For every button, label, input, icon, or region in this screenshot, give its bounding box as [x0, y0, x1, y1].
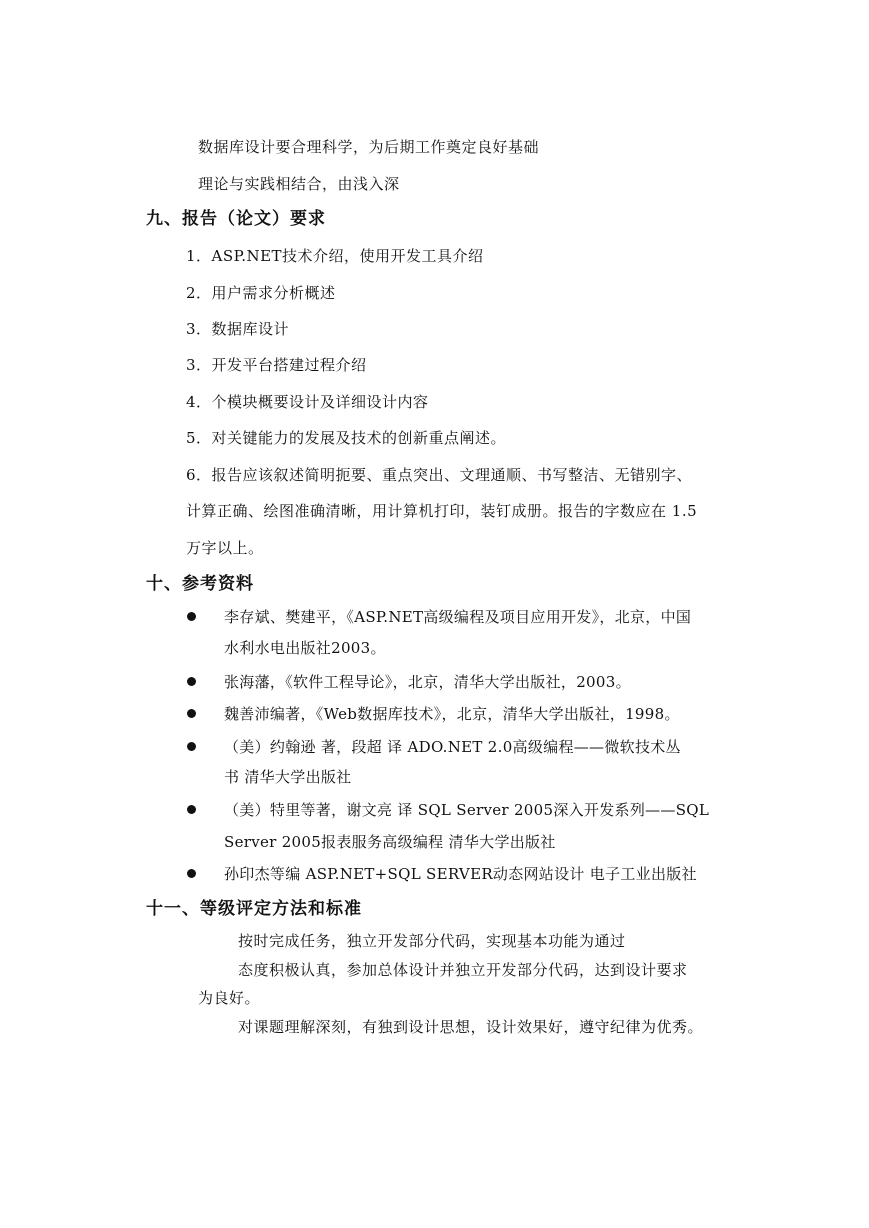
grading-line: 按时完成任务，独立开发部分代码，实现基本功能为通过 [238, 932, 626, 950]
requirement-item: 6．报告应该叙述简明扼要、重点突出、文理通顺、书写整洁、无错别字、 [186, 466, 693, 484]
requirement-item: 4．个模块概要设计及详细设计内容 [186, 393, 429, 411]
bullet-icon [187, 869, 196, 878]
bullet-icon [187, 612, 196, 621]
intro-line: 数据库设计要合理科学，为后期工作奠定良好基础 [198, 138, 540, 156]
reference-item: 张海藩，《软件工程导论》，北京，清华大学出版社，2003。 [224, 673, 631, 691]
grading-line: 对课题理解深刻，有独到设计思想，设计效果好，遵守纪律为优秀。 [238, 1018, 704, 1036]
requirement-item: 5．对关键能力的发展及技术的创新重点阐述。 [186, 429, 507, 447]
requirement-continuation: 万字以上。 [186, 539, 264, 557]
reference-continuation: Server 2005报表服务高级编程 清华大学出版社 [224, 833, 556, 851]
grading-line: 态度积极认真，参加总体设计并独立开发部分代码，达到设计要求 [238, 961, 688, 979]
section-9-heading: 九、报告（论文）要求 [146, 209, 326, 229]
reference-item: 孙印杰等编 ASP.NET+SQL SERVER动态网站设计 电子工业出版社 [224, 865, 697, 883]
reference-item: （美）约翰逊 著，段超 译 ADO.NET 2.0高级编程——微软技术丛 [224, 738, 681, 756]
bullet-icon [187, 742, 196, 751]
intro-line: 理论与实践相结合，由浅入深 [198, 175, 400, 193]
requirement-continuation: 计算正确、绘图准确清晰，用计算机打印，装钉成册。报告的字数应在 1.5 [186, 502, 698, 520]
requirement-item: 1．ASP.NET技术介绍，使用开发工具介绍 [186, 247, 484, 265]
grading-continuation: 为良好。 [198, 989, 261, 1007]
reference-item: 魏善沛编著，《Web数据库技术》，北京，清华大学出版社，1998。 [224, 705, 680, 723]
reference-continuation: 水利水电出版社2003。 [224, 639, 386, 657]
reference-item: 李存斌、樊建平，《ASP.NET高级编程及项目应用开发》，北京，中国 [224, 608, 692, 626]
reference-item: （美）特里等著，谢文亮 译 SQL Server 2005深入开发系列——SQL [224, 801, 710, 819]
section-11-heading: 十一、等级评定方法和标准 [146, 899, 362, 919]
requirement-item: 3．开发平台搭建过程介绍 [186, 356, 367, 374]
reference-continuation: 书 清华大学出版社 [224, 768, 352, 786]
bullet-icon [187, 805, 196, 814]
bullet-icon [187, 677, 196, 686]
requirement-item: 3．数据库设计 [186, 320, 290, 338]
section-10-heading: 十、参考资料 [146, 574, 254, 594]
bullet-icon [187, 709, 196, 718]
requirement-item: 2．用户需求分析概述 [186, 284, 336, 302]
